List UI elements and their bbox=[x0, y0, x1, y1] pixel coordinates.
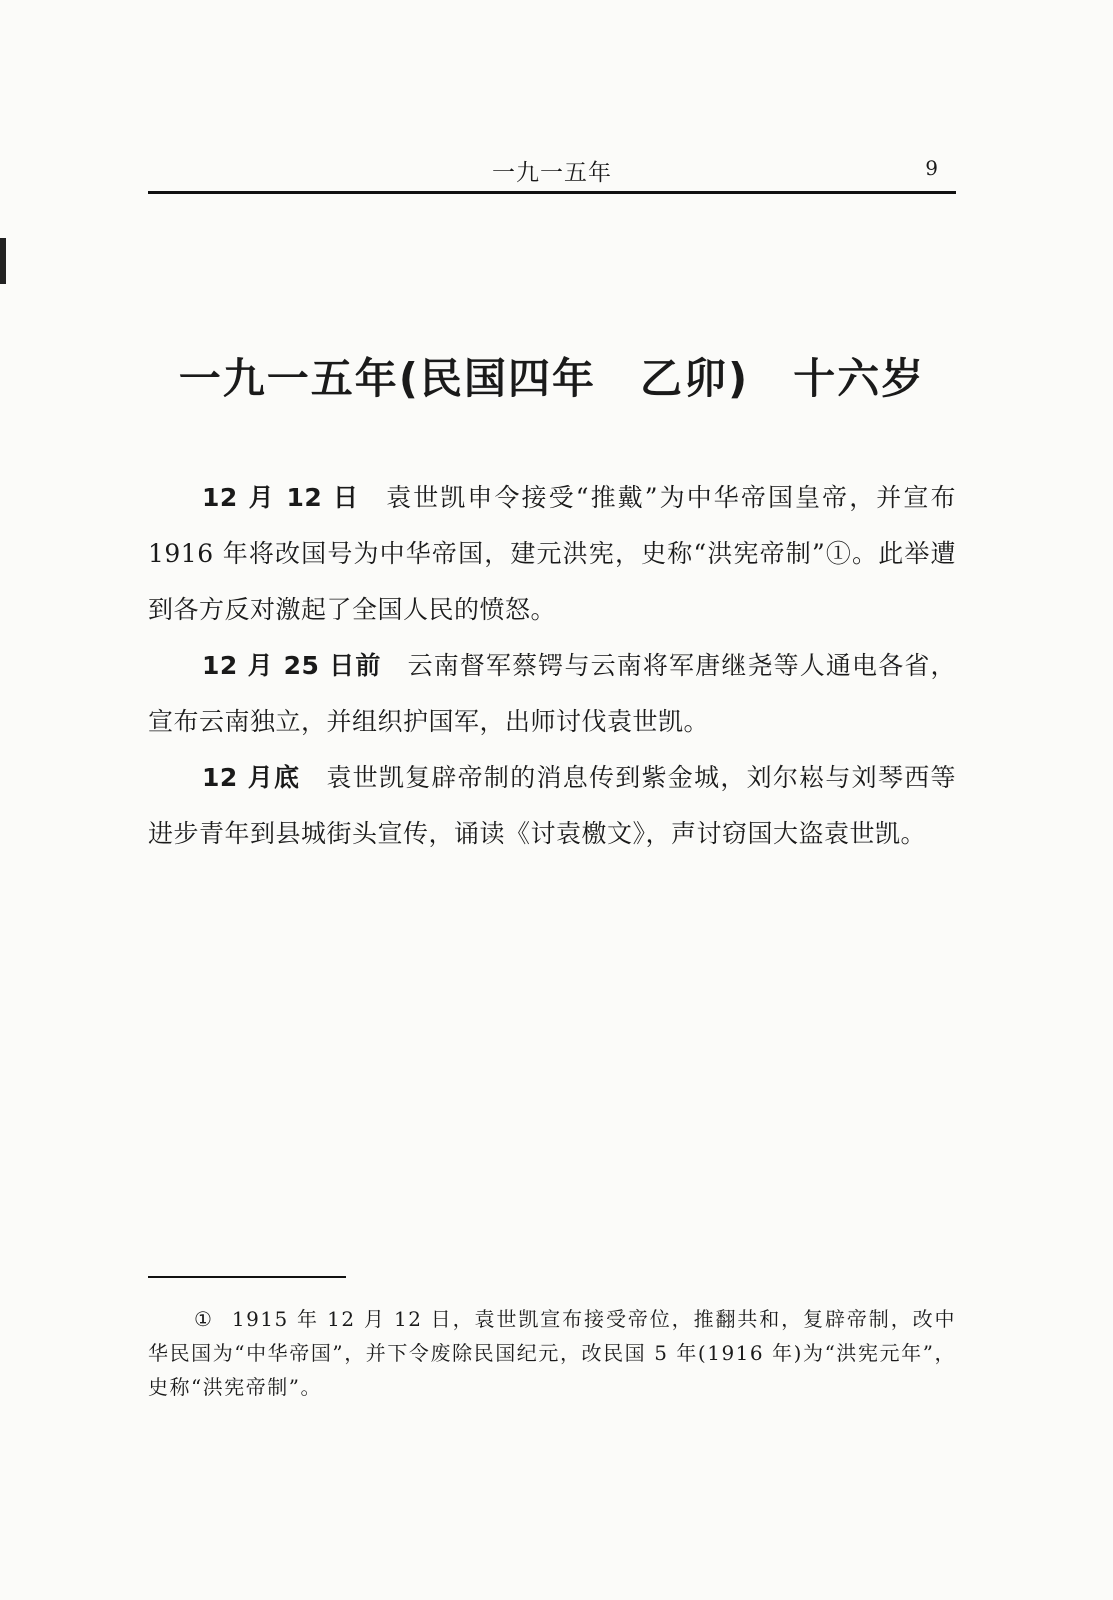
scan-edge-mark bbox=[0, 238, 6, 284]
entry-date: 12 月 12 日 bbox=[202, 483, 361, 512]
chronology-entry bbox=[148, 470, 956, 638]
page-header bbox=[148, 150, 956, 194]
footnote-text: 1915 年 12 月 12 日，袁世凯宣布接受帝位，推翻共和，复辟帝制，改中华民国为“中华帝国”，并下令废除民国纪元，改民国 5 年(1916 年)为“洪宪元年”，史称“洪宪帝制”。 bbox=[148, 1307, 956, 1399]
entry-date: 12 月 25 日前 bbox=[202, 651, 382, 680]
footnote-marker: ① bbox=[194, 1307, 214, 1331]
entry-text: 云南督军蔡锷与云南将军唐继尧等人通电各省，宣布云南独立，并组织护国军，出师讨伐袁世凯。 bbox=[148, 651, 956, 736]
chapter-title: 一九一五年(民国四年 乙卯) 十六岁 bbox=[178, 354, 926, 404]
page-number: 9 bbox=[925, 156, 938, 180]
entry-text: 袁世凯申令接受“推戴”为中华帝国皇帝，并宣布1916 年将改国号为中华帝国，建元洪宪，史称“洪宪帝制”①。此举遭到各方反对激起了全国人民的愤怒。 bbox=[148, 483, 956, 624]
footnote bbox=[148, 1302, 956, 1404]
running-title: 一九一五年 bbox=[492, 160, 612, 186]
chronology-entries bbox=[148, 470, 956, 862]
entry-text: 袁世凯复辟帝制的消息传到紫金城，刘尔崧与刘琴西等进步青年到县城街头宣传，诵读《讨袁檄文》，声讨窃国大盗袁世凯。 bbox=[148, 763, 956, 848]
footnote-rule bbox=[148, 1276, 346, 1278]
entry-date: 12 月底 bbox=[202, 763, 301, 792]
chronology-entry bbox=[148, 750, 956, 862]
chronology-entry bbox=[148, 638, 956, 750]
header-rule bbox=[148, 191, 956, 194]
